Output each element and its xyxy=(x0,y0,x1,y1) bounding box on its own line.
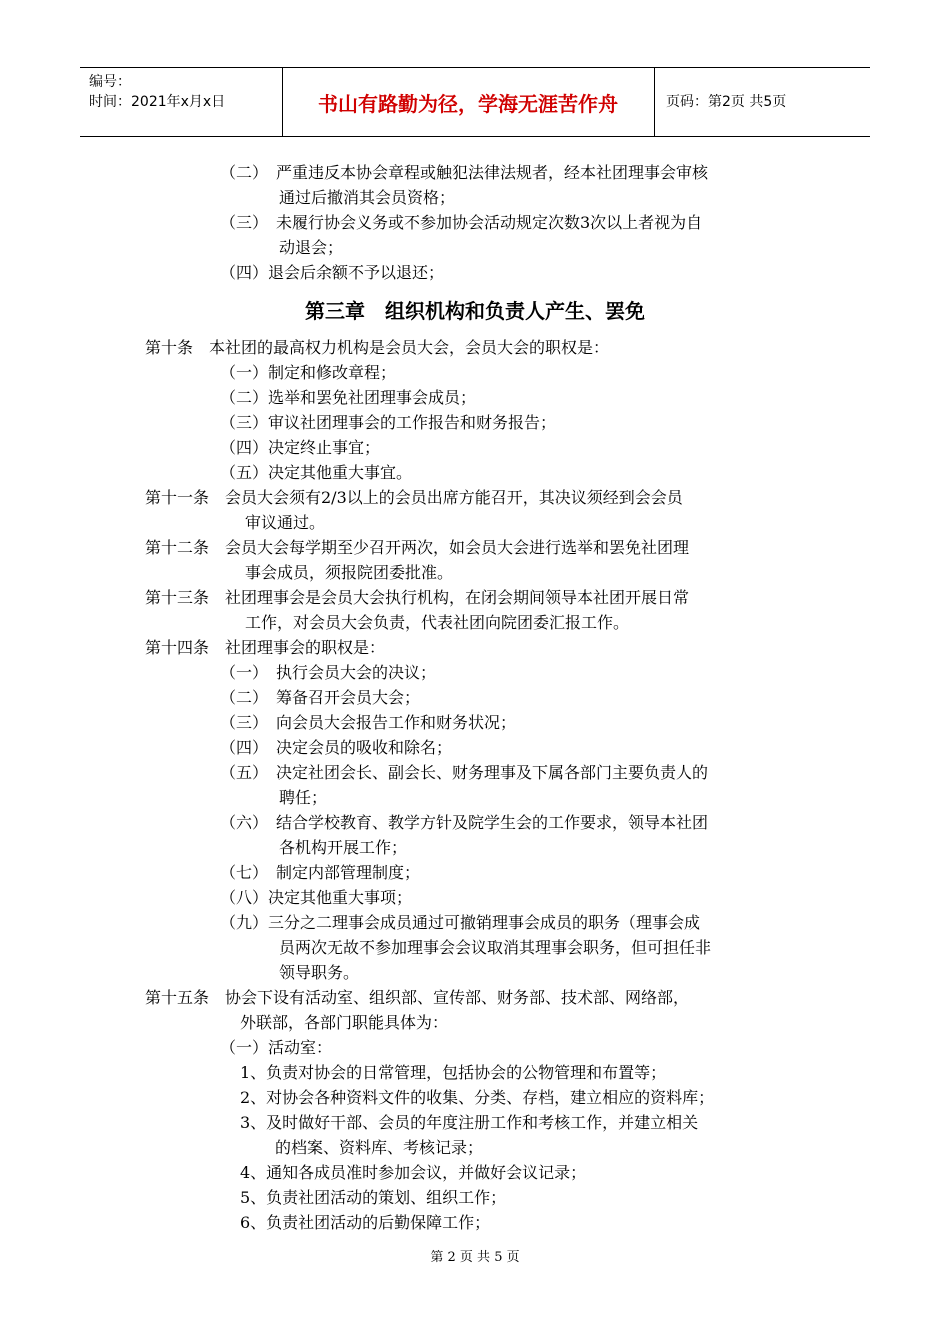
header-meta xyxy=(89,72,225,112)
text-line: 通过后撤消其会员资格； xyxy=(279,188,456,207)
text-line: 1、负责对协会的日常管理，包括协会的公物管理和布置等； xyxy=(240,1063,667,1082)
text-line: 工作，对会员大会负责，代表社团向院团委汇报工作。 xyxy=(245,613,630,632)
text-line: （四） 决定会员的吸收和除名； xyxy=(220,738,453,757)
text-line: 事会成员，须报院团委批准。 xyxy=(245,563,454,582)
text-line: 的档案、资料库、考核记录； xyxy=(275,1138,484,1157)
text-line: 领导职务。 xyxy=(279,963,360,982)
text-line: （七） 制定内部管理制度； xyxy=(220,863,421,882)
text-line: （三） 向会员大会报告工作和财务状况； xyxy=(220,713,517,732)
text-line: （四）退会后余额不予以退还； xyxy=(220,263,445,282)
text-line: （四）决定终止事宜； xyxy=(220,438,381,457)
text-line: （一） 执行会员大会的决议； xyxy=(220,663,437,682)
header-divider xyxy=(654,67,655,137)
document-date: 时间：2021年x月x日 xyxy=(89,94,226,110)
header-page-number: 页码：第2页 共5页 xyxy=(666,94,787,110)
document-number: 编号： xyxy=(89,74,131,90)
page-header xyxy=(80,67,870,137)
text-line: 4、通知各成员准时参加会议，并做好会议记录； xyxy=(240,1163,587,1182)
text-line: （五） 决定社团会长、副会长、财务理事及下属各部门主要负责人的 xyxy=(220,763,709,782)
text-line: （一）活动室： xyxy=(220,1038,333,1057)
text-line: （八）决定其他重大事项； xyxy=(220,888,413,907)
header-bottom-rule xyxy=(80,136,870,137)
text-line: 第十一条 会员大会须有2/3以上的会员出席方能召开，其决议须经到会会员 xyxy=(145,488,683,507)
text-line: 第十三条 社团理事会是会员大会执行机构，在闭会期间领导本社团开展日常 xyxy=(145,588,690,607)
text-line: 聘任； xyxy=(279,788,328,807)
text-line: 外联部，各部门职能具体为： xyxy=(240,1013,449,1032)
page-footer: 第 2 页 共 5 页 xyxy=(430,1250,520,1265)
text-line: 员两次无故不参加理事会会议取消其理事会职务，但可担任非 xyxy=(279,938,712,957)
text-line: 审议通过。 xyxy=(245,513,326,532)
chapter-title: 第三章 组织机构和负责人产生、罢免 xyxy=(305,299,645,323)
text-line: （九）三分之二理事会成员通过可撤销理事会成员的职务（理事会成 xyxy=(220,913,701,932)
text-line: （二）选举和罢免社团理事会成员； xyxy=(220,388,477,407)
text-line: （六） 结合学校教育、教学方针及院学生会的工作要求，领导本社团 xyxy=(220,813,709,832)
text-line: 第十二条 会员大会每学期至少召开两次，如会员大会进行选举和罢免社团理 xyxy=(145,538,690,557)
text-line: （五）决定其他重大事宜。 xyxy=(220,463,413,482)
text-line: 各机构开展工作； xyxy=(279,838,408,857)
header-motto: 书山有路勤为径，学海无涯苦作舟 xyxy=(318,91,618,116)
text-line: （三）审议社团理事会的工作报告和财务报告； xyxy=(220,413,557,432)
text-line: 第十五条 协会下设有活动室、组织部、宣传部、财务部、技术部、网络部， xyxy=(145,988,690,1007)
text-line: （一）制定和修改章程； xyxy=(220,363,397,382)
text-line: 第十条 本社团的最高权力机构是会员大会，会员大会的职权是： xyxy=(145,338,610,357)
text-line: 6、负责社团活动的后勤保障工作； xyxy=(240,1213,491,1232)
text-line: 第十四条 社团理事会的职权是： xyxy=(145,638,386,657)
text-line: 5、负责社团活动的策划、组织工作； xyxy=(240,1188,507,1207)
text-line: 3、及时做好干部、会员的年度注册工作和考核工作，并建立相关 xyxy=(240,1113,699,1132)
text-line: （二） 筹备召开会员大会； xyxy=(220,688,421,707)
text-line: （三） 未履行协会义务或不参加协会活动规定次数3次以上者视为自 xyxy=(220,213,703,232)
text-line: （二） 严重违反本协会章程或触犯法律法规者，经本社团理事会审核 xyxy=(220,163,709,182)
text-line: 2、对协会各种资料文件的收集、分类、存档，建立相应的资料库； xyxy=(240,1088,715,1107)
text-line: 动退会； xyxy=(279,238,344,257)
